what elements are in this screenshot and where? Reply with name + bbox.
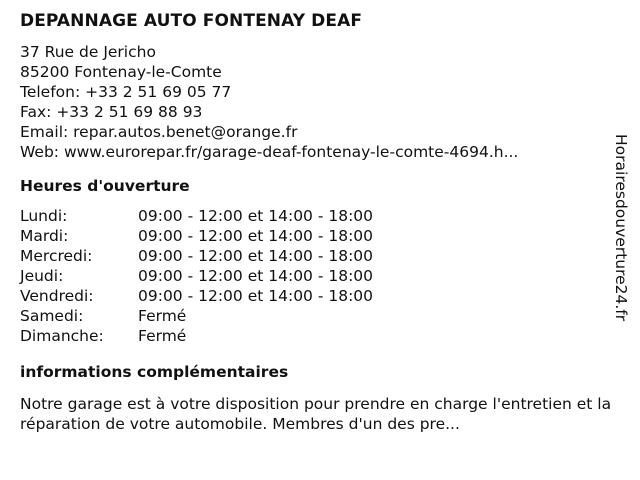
hours-row-monday — [20, 206, 605, 226]
fax-line: Fax: +33 2 51 69 88 93 — [20, 103, 203, 121]
hours-day: Samedi: — [20, 307, 84, 325]
email-line: Email: repar.autos.benet@orange.fr — [20, 123, 298, 141]
hours-value: Fermé — [138, 327, 187, 345]
business-name: DEPANNAGE AUTO FONTENAY DEAF — [20, 11, 363, 31]
hours-day: Lundi: — [20, 207, 68, 225]
hours-value: Fermé — [138, 307, 187, 325]
hours-table — [20, 206, 605, 346]
hours-value: 09:00 - 12:00 et 14:00 - 18:00 — [138, 247, 374, 265]
hours-row-thursday — [20, 266, 605, 286]
hours-day: Mardi: — [20, 227, 69, 245]
hours-row-wednesday — [20, 246, 605, 266]
hours-row-saturday — [20, 306, 605, 326]
hours-row-sunday — [20, 326, 605, 346]
address-city: 85200 Fontenay-le-Comte — [20, 63, 222, 81]
hours-day: Vendredi: — [20, 287, 94, 305]
address-street: 37 Rue de Jericho — [20, 43, 156, 61]
hours-row-friday — [20, 286, 605, 306]
hours-day: Dimanche: — [20, 327, 104, 345]
info-title: informations complémentaires — [20, 363, 289, 381]
phone-line: Telefon: +33 2 51 69 05 77 — [20, 83, 232, 101]
hours-value: 09:00 - 12:00 et 14:00 - 18:00 — [138, 227, 374, 245]
hours-row-tuesday — [20, 226, 605, 246]
hours-day: Mercredi: — [20, 247, 93, 265]
web-line: Web: www.eurorepar.fr/garage-deaf-fontenay-le-comte-4694.h... — [20, 143, 519, 161]
hours-title: Heures d'ouverture — [20, 177, 190, 195]
business-card — [20, 10, 612, 434]
info-text: Notre garage est à votre disposition pour prendre en charge l'entretien et la réparation de votre automobile. Membres d'un des pre... — [20, 395, 612, 433]
hours-day: Jeudi: — [20, 267, 64, 285]
hours-value: 09:00 - 12:00 et 14:00 - 18:00 — [138, 207, 374, 225]
hours-value: 09:00 - 12:00 et 14:00 - 18:00 — [138, 287, 374, 305]
hours-value: 09:00 - 12:00 et 14:00 - 18:00 — [138, 267, 374, 285]
site-watermark: Horairesdouverture24.fr — [612, 134, 630, 322]
